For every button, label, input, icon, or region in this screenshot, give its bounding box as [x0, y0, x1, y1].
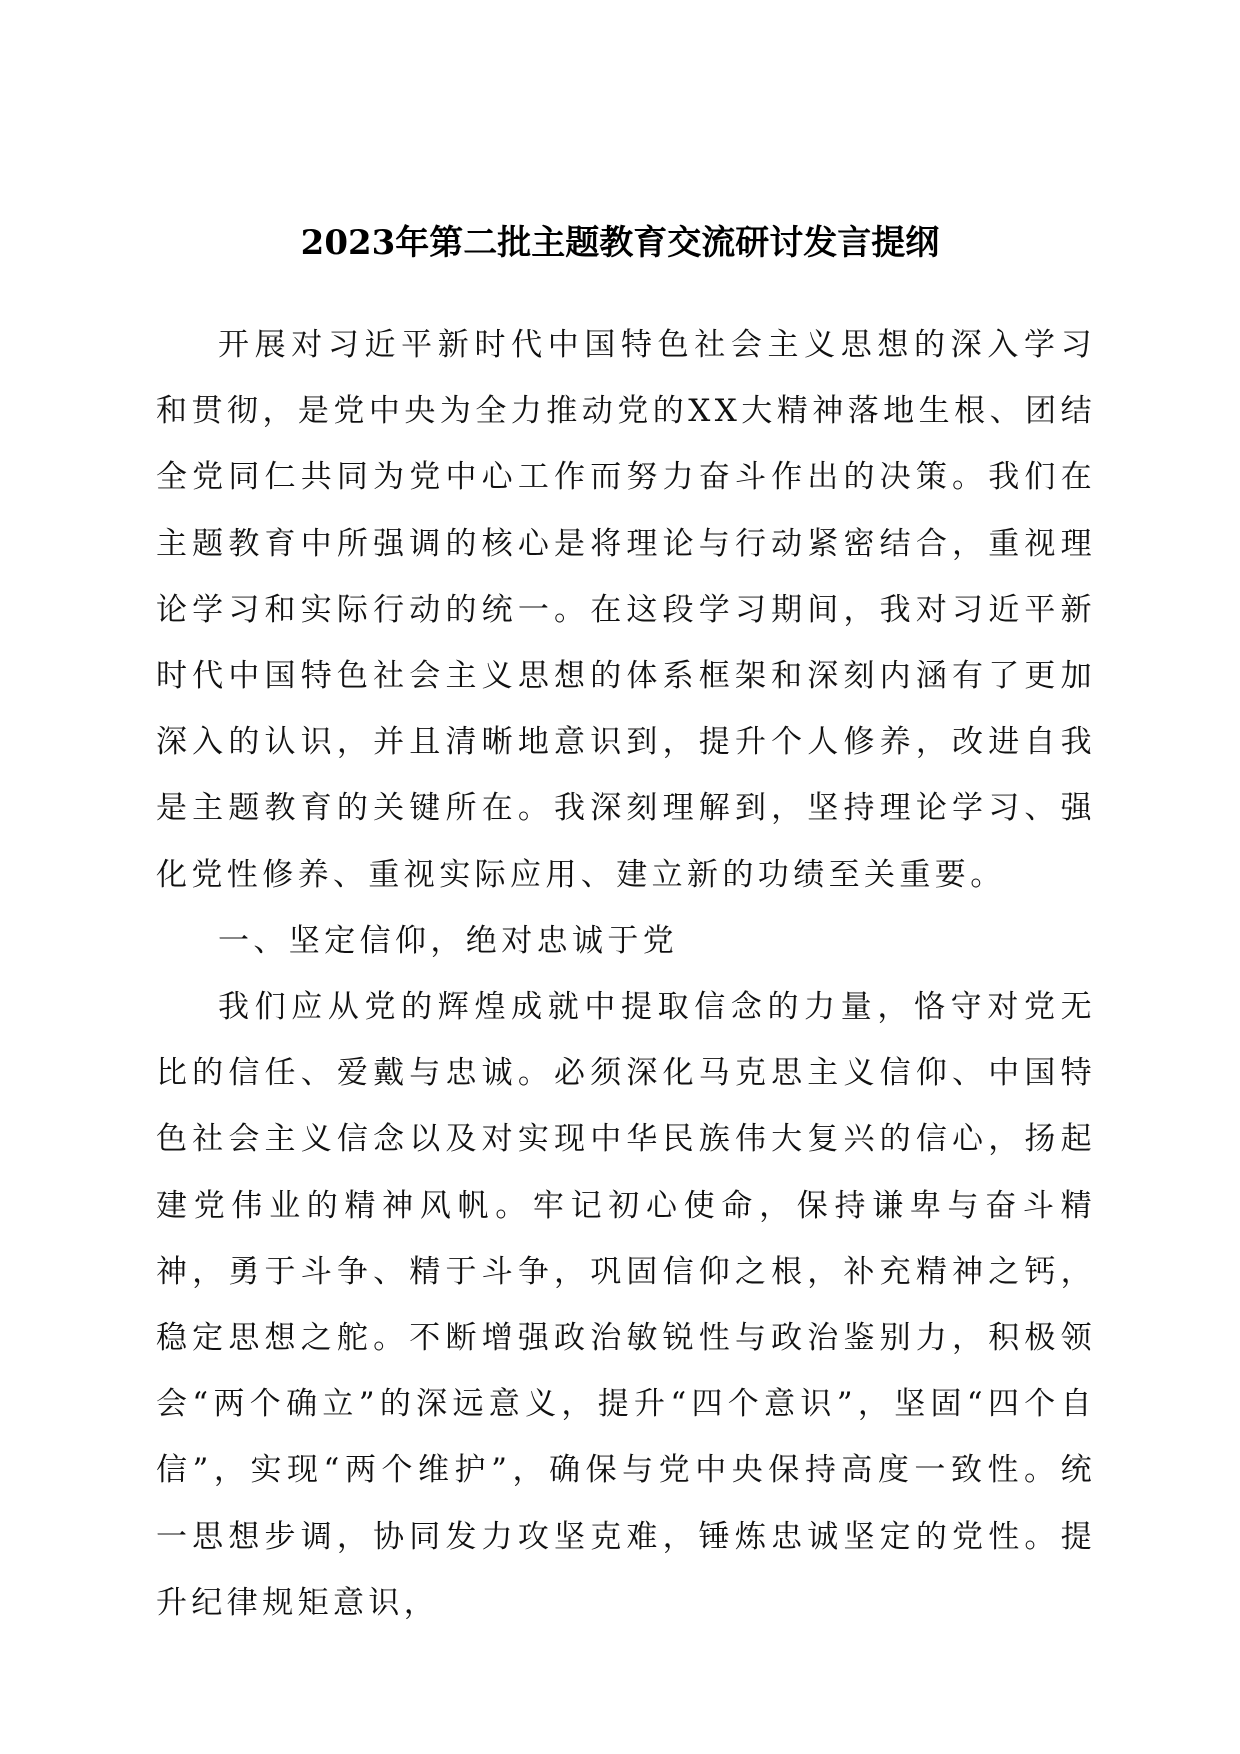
- section-1-paragraph: 我们应从党的辉煌成就中提取信念的力量，恪守对党无比的信任、爱戴与忠诚。必须深化马克思主义信仰、中国特色社会主义信念以及对实现中华民族伟大复兴的信心，扬起建党伟业的精神风帆。牢记初心使命，保持谦卑与奋斗精神，勇于斗争、精于斗争，巩固信仰之根，补充精神之钙，稳定思想之舵。不断增强政治敏锐性与政治鉴别力，积极领会“两个确立”的深远意义，提升“四个意识”，坚固“四个自信”，实现“两个维护”，确保与党中央保持高度一致性。统一思想步调，协同发力攻坚克难，锤炼忠诚坚定的党性。提升纪律规矩意识，: [156, 989, 1096, 1621]
- document-body: [156, 312, 1096, 1636]
- document-title: 2023年第二批主题教育交流研讨发言提纲: [300, 223, 940, 263]
- section-heading-1: 一、坚定信仰，绝对忠诚于党: [218, 922, 679, 959]
- intro-paragraph: 开展对习近平新时代中国特色社会主义思想的深入学习和贯彻，是党中央为全力推动党的XX大精神落地生根、团结全党同仁共同为党中心工作而努力奋斗作出的决策。我们在主题教育中所强调的核心是将理论与行动紧密结合，重视理论学习和实际行动的统一。在这段学习期间，我对习近平新时代中国特色社会主义思想的体系框架和深刻内涵有了更加深入的认识，并且清晰地意识到，提升个人修养，改进自我是主题教育的关键所在。我深刻理解到，坚持理论学习、强化党性修养、重视实际应用、建立新的功绩至关重要。: [156, 327, 1096, 893]
